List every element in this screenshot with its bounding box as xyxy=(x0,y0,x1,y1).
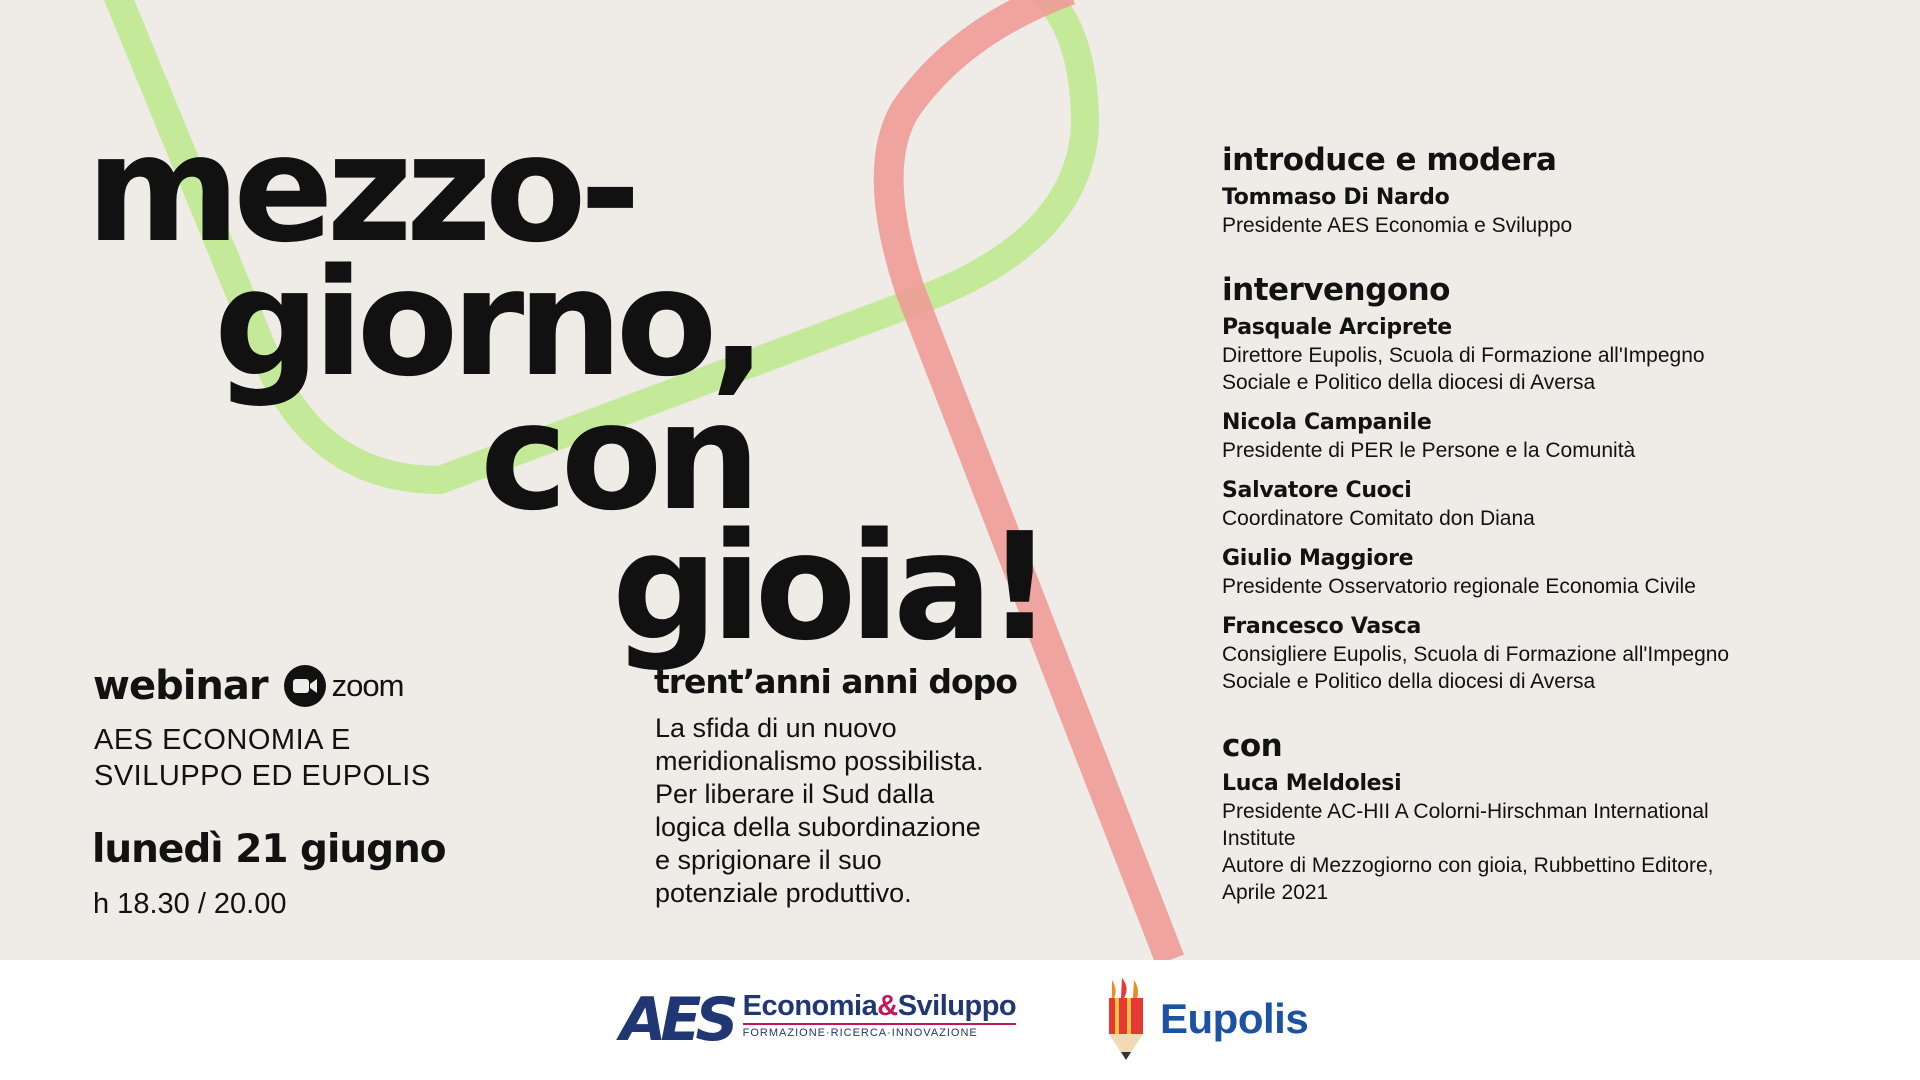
description-line: e sprigionare il suo xyxy=(655,845,882,875)
description-line: meridionalismo possibilista. xyxy=(655,746,984,776)
organizer-line-1: AES ECONOMIA E xyxy=(94,724,351,756)
description-line: La sfida di un nuovo xyxy=(655,713,897,743)
guest-heading: con xyxy=(1222,728,1283,764)
title-line-4: gioia! xyxy=(612,501,1047,673)
zoom-camera-icon xyxy=(284,665,326,707)
aes-name xyxy=(743,990,1017,1025)
zoom-wordmark: zoom xyxy=(331,668,404,703)
aes-tagline: FORMAZIONE·RICERCA·INNOVAZIONE xyxy=(742,1027,978,1039)
title-line-1: mezzo- xyxy=(86,103,634,275)
organizer-line-2: SVILUPPO ED EUPOLIS xyxy=(94,760,431,792)
person-name: Giulio Maggiore xyxy=(1222,546,1414,571)
person-role: Presidente AC-HII A Colorni-Hirschman International xyxy=(1222,800,1709,823)
event-time: h 18.30 / 20.00 xyxy=(93,888,287,920)
person-name: Pasquale Arciprete xyxy=(1222,315,1452,340)
aes-name-part2: Sviluppo xyxy=(897,990,1017,1022)
person-name: Nicola Campanile xyxy=(1222,410,1432,435)
eupolis-pencil-icon xyxy=(1104,976,1148,1062)
footer xyxy=(0,960,1920,1080)
speaker xyxy=(1222,477,1902,532)
description xyxy=(655,712,1085,910)
title-line-2: giorno, xyxy=(214,237,760,409)
aes-name-part1: Economia xyxy=(742,990,878,1022)
aes-mark: AES xyxy=(620,985,733,1055)
moderator xyxy=(1222,184,1902,239)
aes-wordmark xyxy=(743,990,1017,1041)
person-role: Autore di Mezzogiorno con gioia, Rubbettino Editore, xyxy=(1222,854,1714,877)
webinar-row xyxy=(93,658,403,714)
person-name: Francesco Vasca xyxy=(1222,614,1422,639)
person-name: Tommaso Di Nardo xyxy=(1222,185,1450,210)
description-line: Per liberare il Sud dalla xyxy=(655,779,935,809)
webinar-label: webinar xyxy=(93,663,268,709)
zoom-logo xyxy=(284,665,404,707)
person-role: Direttore Eupolis, Scuola di Formazione all'Impegno xyxy=(1222,344,1705,367)
person-role: Coordinatore Comitato don Diana xyxy=(1222,507,1535,530)
event-date: lunedì 21 giugno xyxy=(92,827,446,872)
person-role: Sociale e Politico della diocesi di Aversa xyxy=(1222,371,1596,394)
speaker xyxy=(1222,314,1902,396)
subtitle: trent’anni anni dopo xyxy=(654,662,1017,701)
speakers-panel xyxy=(1222,136,1902,919)
person-role: Institute xyxy=(1222,827,1296,850)
person-role: Sociale e Politico della diocesi di Aversa xyxy=(1222,670,1596,693)
moderator-heading: introduce e modera xyxy=(1222,142,1557,178)
person-name: Salvatore Cuoci xyxy=(1222,478,1412,503)
person-role: Presidente Osservatorio regionale Economia Civile xyxy=(1222,575,1696,598)
person-role: Consigliere Eupolis, Scuola di Formazione all'Impegno xyxy=(1222,643,1730,666)
person-name: Luca Meldolesi xyxy=(1222,771,1402,796)
person-role: Presidente di PER le Persone e la Comunità xyxy=(1222,439,1636,462)
guest xyxy=(1222,770,1902,906)
title-line-3: con xyxy=(480,371,754,543)
speaker xyxy=(1222,545,1902,600)
speakers-heading: intervengono xyxy=(1222,272,1450,308)
aes-logo xyxy=(620,985,1017,1055)
eupolis-name: Eupolis xyxy=(1160,995,1309,1042)
person-role: Aprile 2021 xyxy=(1222,881,1329,904)
person-role: Presidente AES Economia e Sviluppo xyxy=(1222,214,1573,237)
speaker xyxy=(1222,409,1902,464)
aes-ampersand: & xyxy=(877,990,898,1022)
description-line: potenziale produttivo. xyxy=(655,878,912,908)
speaker xyxy=(1222,613,1902,695)
description-line: logica della subordinazione xyxy=(655,812,981,842)
eupolis-logo xyxy=(1104,976,1308,1062)
